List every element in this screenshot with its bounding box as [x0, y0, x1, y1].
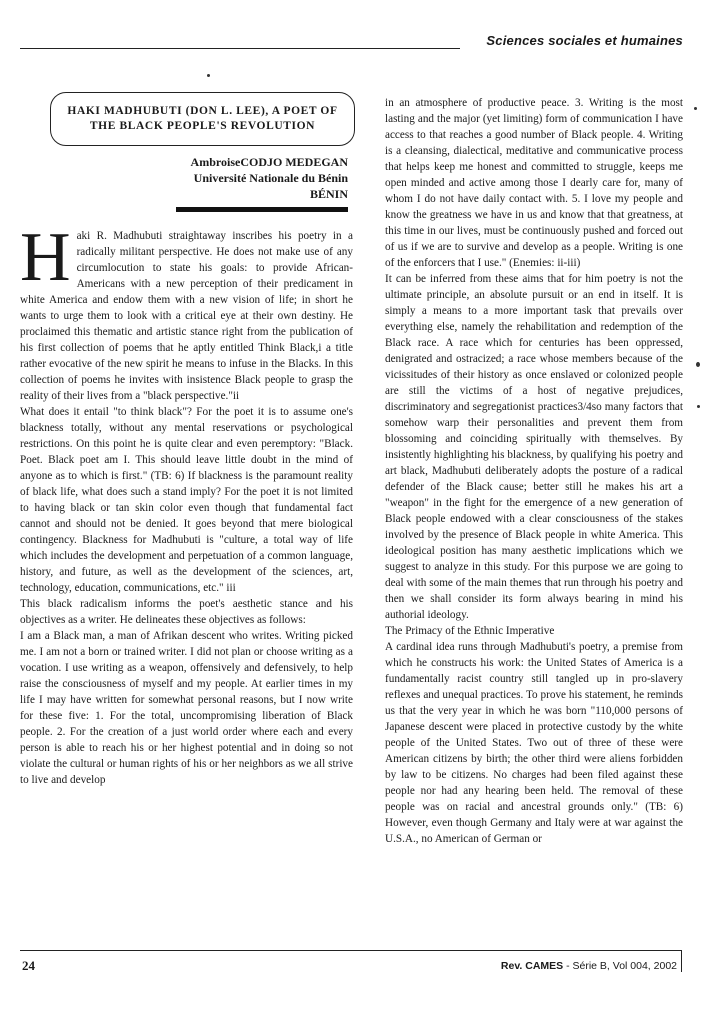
paragraph: A cardinal idea runs through Madhubuti's poetry, a premise from which he constructs his work: the United States of America is a fundamentally racist country still tangled up in pro-slavery reflexes and unequal practices. To prove his statement, he reminds us that the very year in which he was born "110,000 persons of Japanese descent were placed in protective custody by the white people of the United States. Two out of three of these were American citizens by birth; the other third were aliens forbidden by law to be citizens. No charges had been filed against these people nor had any hearing been held. The removal of these people was on racial and ancestral grounds only." (TB: 6) However, even though Germany and Italy were at war against the U.S.A., no American of German or [385, 641, 683, 845]
article-title-box [50, 92, 355, 146]
quotation-continued: in an atmosphere of productive peace. 3. Writing is the most lasting and the major (yet limiting) form of communication I have access to that reaches a good number of Black people. 4. Writing is a cleansing, dialectical, meditative and communicative process that helps keep me honest and committed to struggle, keeps me open minded and active among those I dearly care for, many of whom I do not have daily contact with. 5. I love my people and know the greatness we have in us and know that that greatness, at this time in our lives, must be continuously pushed and forced out of us if we are to survive and develop as a people. Writing is one of the enforcers that I use." (Enemies: ii-iii) [385, 97, 683, 269]
author-block [191, 154, 348, 202]
author-rule [176, 207, 348, 212]
footer-journal: Rev. CAMES - Série B, Vol 004, 2002 [500, 960, 677, 972]
article-title: HAKI MADHUBUTI (DON L. LEE), A POET OF THE BLACK PEOPLE'S REVOLUTION [67, 105, 338, 132]
speck-mark [696, 362, 700, 367]
paragraph: This black radicalism informs the poet's aesthetic stance and his objectives as a writer. He delineates these objectives as follows: [20, 598, 353, 626]
left-column [20, 219, 353, 788]
page-number: 24 [22, 958, 35, 973]
author-institution: Université Nationale du Bénin [193, 171, 348, 185]
author-name: AmbroiseCODJO MEDEGAN [190, 155, 348, 169]
footer-rule [20, 950, 682, 951]
speck-mark [207, 74, 210, 77]
footer-tick [681, 950, 682, 972]
paragraph: It can be inferred from these aims that for him poetry is not the ultimate principle, an absolute pursuit or an end in itself. It is simply a means to a more important task that prevails over everything else, namely the rehabilitation and redemption of the Black race. A race which for centuries has been oppressed, denigrated and ostracized; a race whose members because of the vicissitudes of their history as once enslaved or colonized people are still the victims of a host of negative prejudices, discriminatory and segregationist practices3/4so many factors that somehow warp their personalities and prevent them from blossoming and coinciding spiritually with themselves. By insistently highlighting his blackness, by qualifying his poetry and art black, Madhubuti deliberately adopts the posture of a radical defender of the Black cause; better still he makes his art a "weapon" in the fight for the emergence of a new generation of Black people endowed with a clear consciousness of the stakes involved by the presence of Black people in white America. This ideological position has many aesthetic implications which we suggest to analyze in this study. For this purpose we are going to deal with some of the main themes that run through his poetry and then we shall consider its form always bearing in mind his authorial ideology. [385, 273, 683, 621]
journal-header: Sciences sociales et humaines [486, 33, 683, 48]
author-country: BÉNIN [309, 187, 348, 201]
speck-mark [694, 107, 697, 110]
paragraph: What does it entail "to think black"? For the poet it is to assume one's blackness totally, without any mental reservations or psychological restrictions. On this point he is quite clear and even peremptory: "Black. Poet. Black poet am I. This should leave little doubt in the mind of anyone as to which is first." (TB: 6) If blackness is the paramount reality of black life, what does such a stand imply? For the poet it is not limited to having black or tan skin color even though that fundamental fact cannot and should not be denied. It goes beyond that mere biological contingency. Blackness for Madhubuti is "culture, a total way of life which includes the development and perpetuation of a common language, history, and future, as well as the development of the sciences, art, technology, education, communications, etc." iii [20, 406, 353, 594]
speck-mark [697, 405, 700, 408]
paragraph: Haki R. Madhubuti straightaway inscribes his poetry in a radically militant perspective. He does not make use of any circumlocution to state his goals: to provide African-Americans with a new perception of their predicament in white America and endow them with a new vision of life; in short he wants to urge them to look with a critical eye at their own destiny. He proclaimed this thematic and artistic stance right from the publication of his first collection of poems that he aptly entitled Think Black,i a title rather evocative of the new spirit he means to infuse in the Blacks. In this collection of poems he invites with insistence Black people to grasp the reality of their lives from a "black perspective."ii [20, 219, 353, 402]
header-rule [20, 48, 460, 49]
drop-cap: H [20, 219, 71, 296]
right-column [385, 95, 683, 847]
section-heading: The Primacy of the Ethnic Imperative [385, 625, 555, 637]
quotation: I am a Black man, a man of Afrikan descent who writes. Writing picked me. I am not a born or trained writer. I did not plan or choose writing as a vocation. I use writing as a weapon, offensively and defensively, to help raise the consciousness of myself and my people. At earlier times in my life I may have written for somewhat personal reasons, but I now write for these five: 1. For the total, uncompromising liberation of Black people. 2. For the creation of a just world order where each and every person is able to reach his or her highest potential and in doing so not violate the cultural or human rights of his or her neighbors as we all strive to live and develop [20, 630, 353, 786]
